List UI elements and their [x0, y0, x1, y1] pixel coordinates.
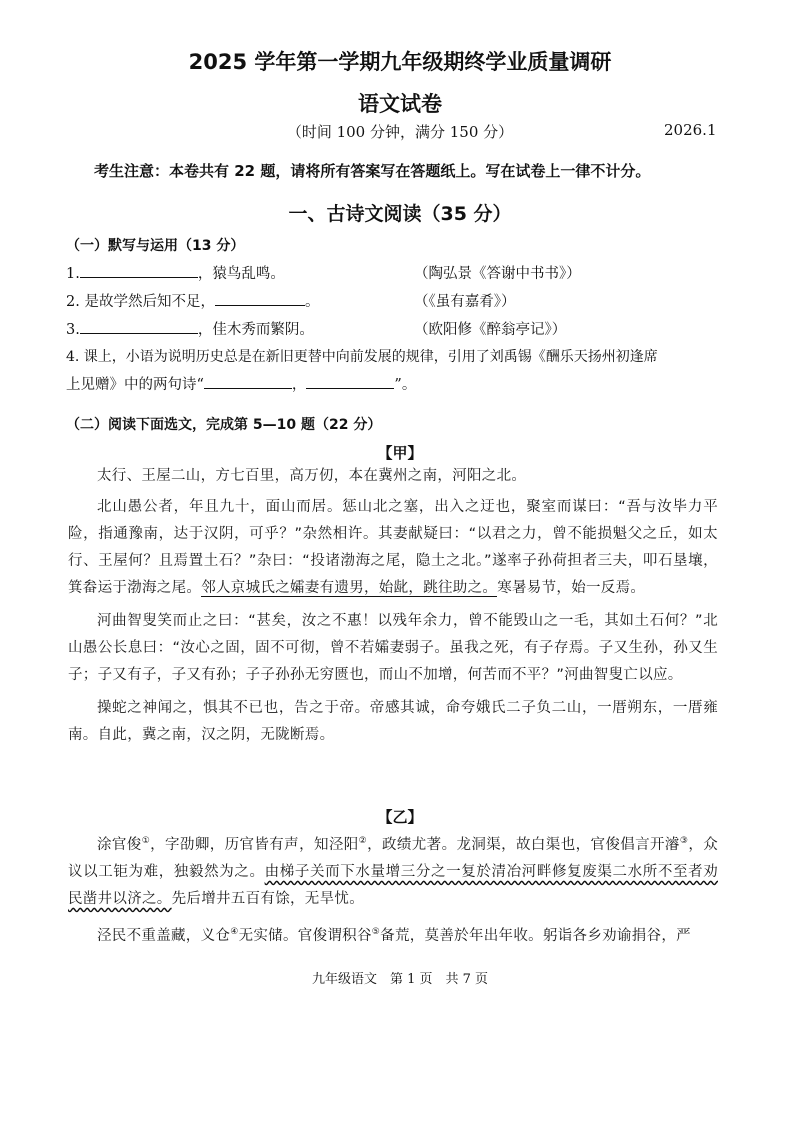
q2-source: （《虽有嘉肴》） — [414, 294, 516, 310]
q2-blank — [215, 291, 305, 306]
candidate-notice: 考生注意：本卷共有 22 题，请将所有答案写在答题纸上。写在试卷上一律不计分。 — [94, 162, 651, 180]
jia-p2-underlined: 邻人京城氏之孀妻有遗男，始龀，跳往助之。 — [201, 580, 498, 596]
q4-end: ”。 — [394, 377, 417, 393]
passage-jia — [68, 463, 718, 749]
exam-date: 2026.1 — [664, 121, 717, 139]
passage-yi-label: 【乙】 — [377, 808, 423, 826]
footnote-5: ⑤ — [371, 926, 381, 937]
yi-p1-wavy-sentence: 由梯子关而下水量增三分之一复於清冶河畔修复废渠二水所不至者劝民凿井以济之。 — [68, 863, 718, 907]
page-footer: 九年级语文 第 1 页 共 7 页 — [311, 972, 489, 987]
q1-text: ，猿鸟乱鸣。 — [197, 266, 285, 282]
jia-paragraph-1: 太行、王屋二山，方七百里，高万仞，本在冀州之南，河阳之北。 — [97, 468, 527, 484]
part1-title: （一）默写与运用（13 分） — [66, 238, 245, 254]
q1-blank — [80, 263, 198, 278]
q4-text: 上见赠》中的两句诗“ — [66, 377, 204, 393]
time-info: （时间 100 分钟，满分 150 分） — [286, 123, 514, 141]
jia-p2-end: 寒暑易节，始一反焉。 — [497, 580, 646, 596]
q3-source: （欧阳修《醉翁亭记》） — [414, 322, 567, 338]
jia-paragraph-4: 操蛇之神闻之，惧其不已也，告之于帝。帝感其诚，命夸娥氏二子负二山，一厝朔东，一厝雍南。自此，冀之南，汉之阴，无陇断焉。 — [68, 700, 718, 743]
passage-yi — [68, 828, 718, 950]
question-4-line2 — [66, 373, 416, 394]
yi-p2-c: 备荒，莫善於年出年收。躬诣各乡劝谕捐谷，严 — [380, 927, 691, 944]
footnote-3: ③ — [679, 836, 689, 846]
yi-p1-a: 涂官俊 — [97, 836, 142, 853]
question-3 — [66, 318, 314, 339]
q3-blank — [80, 319, 198, 334]
q3-number: 3. — [66, 322, 80, 338]
exam-title: 2025 学年第一学期九年级期终学业质量调研 — [188, 50, 612, 74]
question-1 — [66, 262, 285, 283]
q1-number: 1. — [66, 266, 80, 282]
footnote-2: ② — [358, 836, 368, 846]
question-2 — [66, 290, 319, 311]
yi-p1-c: ，政绩尤著。龙洞渠，故白渠也，官俊倡言开濬 — [367, 836, 680, 853]
q3-text: ，佳木秀而繁阴。 — [197, 322, 314, 338]
yi-p1-e: 先后增井五百有馀，无旱忧。 — [171, 890, 365, 907]
question-4-line1: 4. 课上，小语为说明历史总是在新旧更替中向前发展的规律，引用了刘禹锡《酬乐天扬州初逢席 — [66, 349, 658, 365]
q4-blank-1 — [204, 374, 292, 389]
exam-subtitle: 语文试卷 — [358, 92, 442, 116]
q2-end: 。 — [304, 294, 320, 310]
q4-comma: ， — [291, 377, 307, 393]
yi-p1-b: ，字劭卿，历官皆有声，知泾阳 — [150, 836, 359, 853]
section-title: 一、古诗文阅读（35 分） — [288, 203, 512, 225]
jia-p2-text: 北山愚公者，年且九十，面山而居。惩山北之塞，出入之迂也，聚室而谋曰：“吾与汝毕力平险，指通豫南，达于汉阴，可乎？”杂然相许。其妻献疑曰：“以君之力，曾不能损魁父之丘，如太行、王屋何？且焉置土石？”杂曰：“投诸渤海之尾，隐土之北。”遂率子孙荷担者三夫，叩石垦壤，箕畚运于渤海之尾。 — [68, 499, 718, 596]
q2-text: 2. 是故学然后知不足， — [66, 294, 215, 310]
jia-paragraph-2 — [68, 494, 718, 602]
footnote-4: ④ — [230, 926, 239, 937]
jia-paragraph-3: 河曲智叟笑而止之曰：“甚矣，汝之不惠！以残年余力，曾不能毁山之一毛，其如土石何？”北山愚公长息曰：“汝心之固，固不可彻，曾不若孀妻弱子。虽我之死，有子存焉。子又生孙，孙又生子；子又有子，子又有孙；子子孙孙无穷匮也，而山不加增，何苦而不平？”河曲智叟亡以应。 — [68, 613, 718, 683]
yi-paragraph-1 — [68, 828, 718, 913]
yi-p2-b: 无实储。官俊谓积谷 — [238, 927, 372, 944]
yi-paragraph-2 — [68, 919, 718, 950]
q4-blank-2 — [306, 374, 394, 389]
footnote-1: ① — [141, 836, 151, 846]
part2-title: （二）阅读下面选文，完成第 5—10 题（22 分） — [66, 417, 382, 433]
yi-p2-a: 泾民不重盖藏，义仓 — [97, 927, 231, 944]
yi-p1-d: ，众议以工钜为难，独毅然为之。 — [68, 836, 719, 880]
passage-jia-label: 【甲】 — [377, 444, 423, 462]
q1-source: （陶弘景《答谢中书书》） — [414, 266, 581, 282]
